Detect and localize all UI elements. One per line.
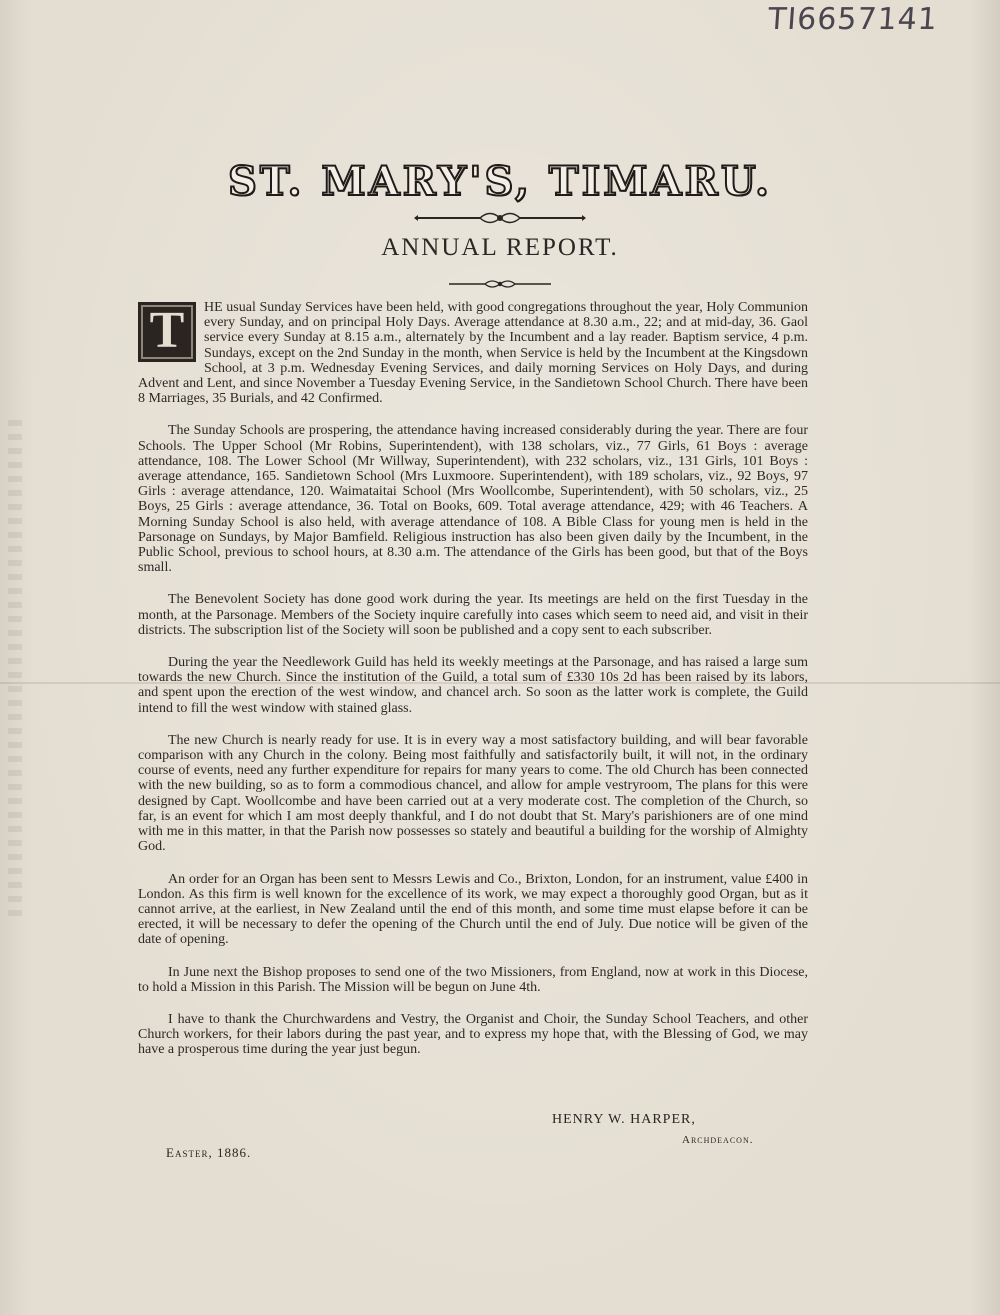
ornament-divider-top [0, 208, 1000, 233]
paragraph-organ: An order for an Organ has been sent to Messrs Lewis and Co., Brixton, London, for an instrument, value £400 in London. As this firm is well known for the excellence of its work, we may expect a thoroughly good Organ, but as it cannot arrive, at the earliest, in New Zealand until the end of this month, and some time must elapse before it can be erected, it will be necessary to defer the opening of the Church until the end of July. Due notice will be given of the date of opening. [138, 871, 808, 948]
ornament-divider-bottom [0, 276, 1000, 297]
show-through-text [8, 420, 22, 920]
report-body [138, 300, 808, 1075]
paragraph-needlework-guild: During the year the Needlework Guild has held its weekly meetings at the Parsonage, and has raised a large sum towards the new Church. Since the institution of the Guild, a total sum of £330 10s 2d has been raised by its labors, and spent upon the erection of the west window, and chancel arch. So soon as the latter work is complete, the Guild intend to fill the west window with stained glass. [138, 655, 808, 716]
paragraph-services [138, 300, 808, 406]
dropcap-letter: T [138, 302, 196, 362]
catalog-mark: TI6657141 [766, 2, 940, 37]
paragraph-benevolent-society: The Benevolent Society has done good work during the year. Its meetings are held on the first Tuesday in the month, at the Parsonage. Members of the Society inquire carefully into cases which seem to need aid, and visit in their districts. The subscription list of the Society will soon be published and a copy sent to each subscriber. [138, 592, 808, 638]
signature-name: HENRY W. HARPER, [552, 1112, 696, 1127]
signature-title: Archdeacon. [682, 1134, 754, 1146]
paragraph-thanks: I have to thank the Churchwardens and Vestry, the Organist and Choir, the Sunday School Teachers, and other Church workers, for their labors during the past year, and to express my hope that, with the Blessing of God, we may have a prosperous time during the year just begun. [138, 1011, 808, 1058]
paragraph-text: HE usual Sunday Services have been held, with good congregations throughout the year, Holy Communion every Sunday, and on principal Holy Days. Average attendance at 8.30 a.m., 22; and at mid-day, 36. Gaol service every Sunday at 8.15 a.m., alternately by the Incumbent and a lay reader. Baptism service, 4 p.m. Sundays, except on the 2nd Sunday in the month, when Service is held by the Incumbent at the Kingsdown School, at 3 p.m. Wednesday Evening Services, and daily morning Services on Holy Days, and during Advent and Lent, and since November a Tuesday Evening Service, in the Sandietown School Church. There have been 8 Marriages, 35 Burials, and 42 Confirmed. [138, 300, 808, 407]
document-title: ST. MARY'S, TIMARU. [228, 158, 772, 205]
document-subtitle: ANNUAL REPORT. [381, 234, 619, 261]
paragraph-mission: In June next the Bishop proposes to send one of the two Missioners, from England, now at work in this Diocese, to hold a Mission in this Parish. The Mission will be begun on June 4th. [138, 964, 808, 995]
report-date: Easter, 1886. [166, 1145, 252, 1160]
paragraph-sunday-schools: The Sunday Schools are prospering, the attendance having increased considerably during the year. There are four Schools. The Upper School (Mr Robins, Superintendent), with 138 scholars, viz., 77 Girls, 61 Boys : average attendance, 108. The Lower School (Mr Willway, Superintendent), with 232 scholars, viz., 131 Girls, 101 Boys : average attendance, 165. Sandietown School (Mrs Luxmoore. Superintendent), with 189 scholars, viz., 92 Boys, 97 Girls : average attendance, 120. Waimataitai School (Mrs Woollcombe, Superintendent), with 50 scholars, viz., 25 Boys, 25 Girls : average attendance, 36. Total on Books, 609. Total average attendance, 429; with 46 Teachers. A Morning Sunday School is also held, with average attendance of 108. A Bible Class for young men is held in the Parsonage on Sundays, by Major Bamfield. Religious instruction has also been given daily by the Incumbent, in the Public School, previous to school hours, at 8.30 a.m. The attendance of the Girls has been good, but that of the Boys small. [138, 423, 808, 576]
paragraph-new-church: The new Church is nearly ready for use. It is in every way a most satisfactory building, and will bear favorable comparison with any Church in the colony. Being most faithfully and satisfactorily built, it will not, in the ordinary course of events, need any further expenditure for repairs for many years to come. The old Church has been connected with the new building, so as to form a commodious chancel, and allow for ample vestryroom, The plans for this were designed by Capt. Woollcombe and have been carried out at a very moderate cost. The completion of the Church, so far, is an event for which I am most deeply thankful, and I do not doubt that St. Mary's parishioners are of one mind with me in this matter, in that the Parish now possesses so stately and beautiful a building for the worship of Almighty God. [138, 732, 808, 855]
